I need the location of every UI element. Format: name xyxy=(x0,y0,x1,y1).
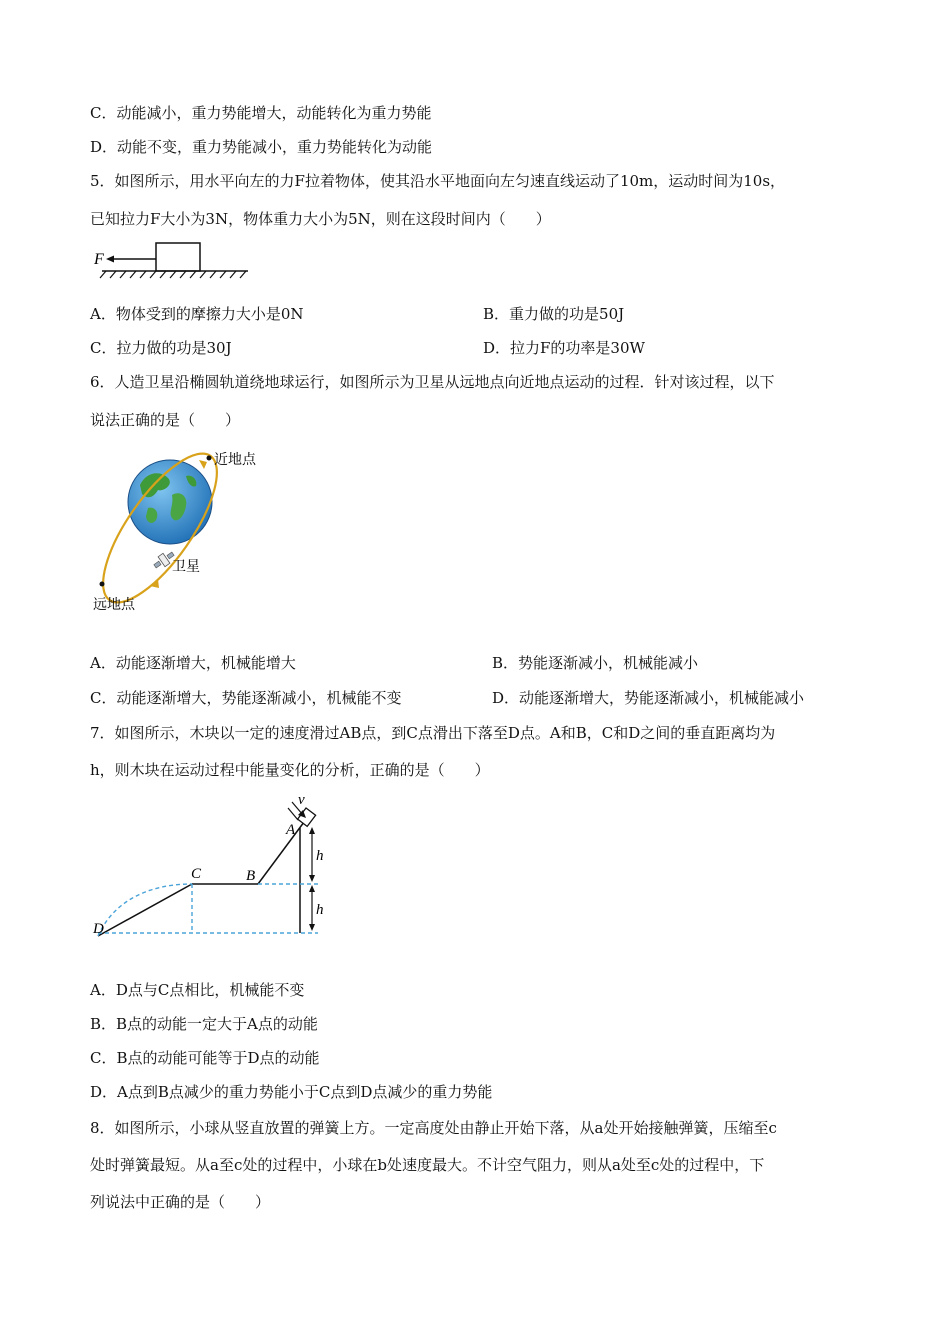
q6-option-a: A．动能逐渐增大，机械能增大 xyxy=(90,654,296,672)
figure-5-block-force xyxy=(92,240,252,286)
option-c-prev: C．动能减小，重力势能增大，动能转化为重力势能 xyxy=(90,104,432,122)
option-d-prev: D．动能不变，重力势能减小，重力势能转化为动能 xyxy=(90,138,433,156)
q5-option-b: B．重力做的功是50J xyxy=(483,305,625,323)
figure-7-slide-track xyxy=(90,790,340,954)
perigee-label: 近地点 xyxy=(214,453,256,468)
q7-option-c: C．B点的动能可能等于D点的动能 xyxy=(90,1049,320,1067)
question-6-text-2: 说法正确的是（ ） xyxy=(90,411,241,429)
height-label-lower: h xyxy=(316,902,324,918)
point-c-label: C xyxy=(191,866,202,882)
question-8-text-3: 列说法中正确的是（ ） xyxy=(90,1193,271,1211)
q7-option-d: D．A点到B点减少的重力势能小于C点到D点减少的重力势能 xyxy=(90,1083,493,1101)
apogee-label: 远地点 xyxy=(93,598,135,613)
q7-option-b: B．B点的动能一定大于A点的动能 xyxy=(90,1015,318,1033)
question-7-text: 7．如图所示，木块以一定的速度滑过AB点，到C点滑出下落至D点。A和B，C和D之间的垂直距离均为 xyxy=(90,724,776,742)
velocity-label: v xyxy=(298,792,305,808)
height-label-upper: h xyxy=(316,848,324,864)
q7-option-a: A．D点与C点相比，机械能不变 xyxy=(90,981,305,999)
question-8-text: 8．如图所示，小球从竖直放置的弹簧上方。一定高度处由静止开始下落，从a处开始接触弹簧，压缩至c xyxy=(90,1119,777,1137)
question-7-text-2: h，则木块在运动过程中能量变化的分析，正确的是（ ） xyxy=(90,761,490,779)
figure-6-satellite-orbit xyxy=(88,440,278,629)
question-8-text-2: 处时弹簧最短。从a至c处的过程中，小球在b处速度最大。不计空气阻力，则从a处至c处的过程中，下 xyxy=(90,1156,765,1174)
q6-option-b: B．势能逐渐减小，机械能减小 xyxy=(492,654,699,672)
satellite-label: 卫星 xyxy=(172,560,200,575)
q5-option-d: D．拉力F的功率是30W xyxy=(483,339,645,357)
question-5-text-2: 已知拉力F大小为3N，物体重力大小为5N，则在这段时间内（ ） xyxy=(90,210,551,228)
q6-option-c: C．动能逐渐增大，势能逐渐减小，机械能不变 xyxy=(90,689,402,707)
point-b-label: B xyxy=(246,868,256,884)
q5-option-a: A．物体受到的摩擦力大小是0N xyxy=(90,305,304,323)
point-d-label: D xyxy=(93,921,104,937)
q5-option-c: C．拉力做的功是30J xyxy=(90,339,232,357)
question-6-text: 6．人造卫星沿椭圆轨道绕地球运行，如图所示为卫星从远地点向近地点运动的过程．针对该过程，以下 xyxy=(90,373,775,391)
force-label: F xyxy=(94,251,104,268)
point-a-label: A xyxy=(286,822,296,838)
question-5-text: 5．如图所示，用水平向左的力F拉着物体，使其沿水平地面向左匀速直线运动了10m，运动时间为10s， xyxy=(90,172,786,190)
q6-option-d: D．动能逐渐增大，势能逐渐减小，机械能减小 xyxy=(492,689,805,707)
